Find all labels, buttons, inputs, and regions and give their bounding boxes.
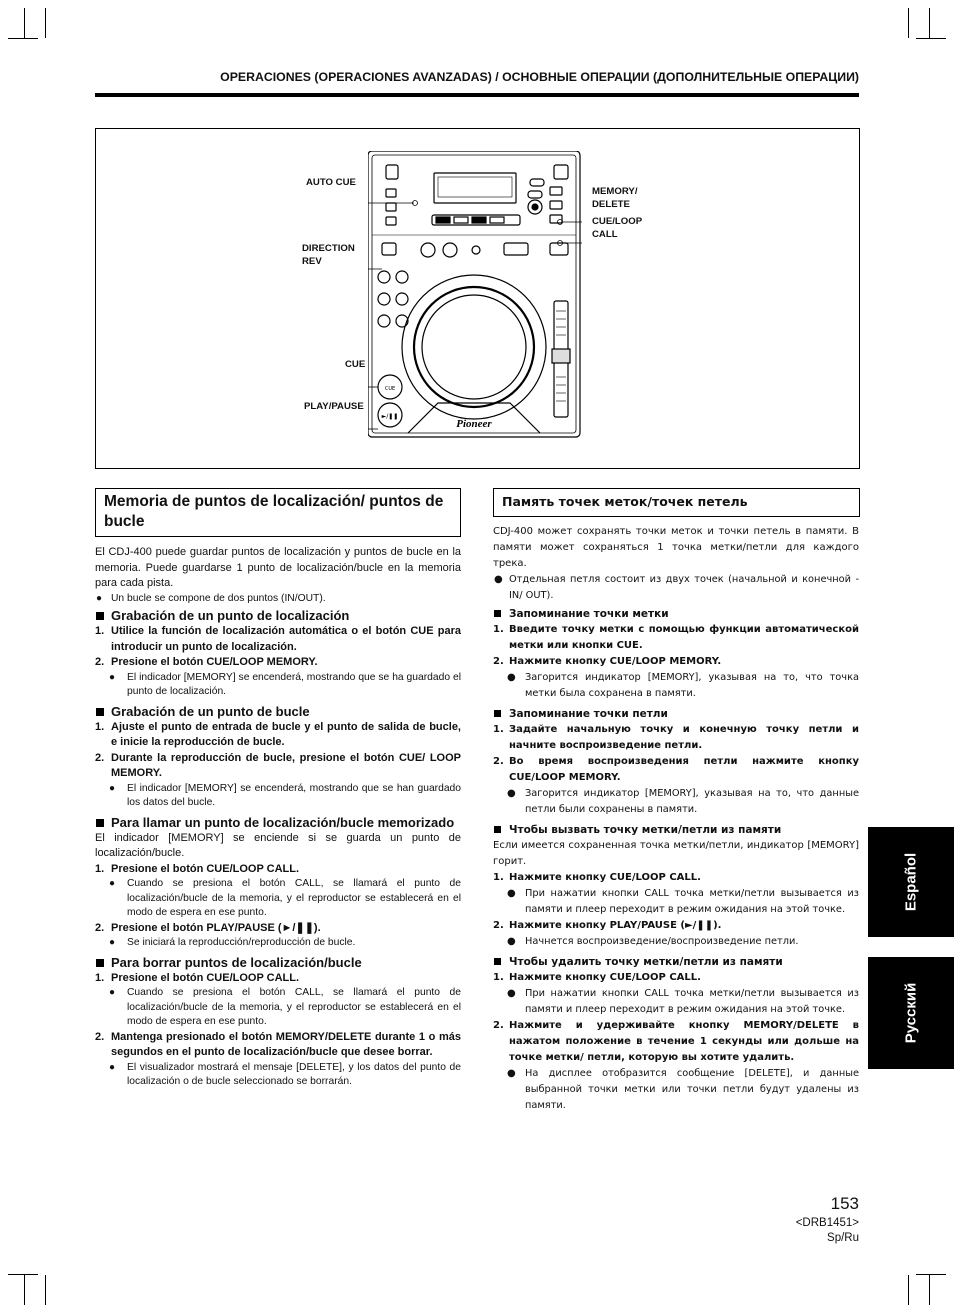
step: 2. Нажмите кнопку CUE/LOOP MEMORY. xyxy=(493,656,722,667)
bullet: ● При нажатии кнопки CALL точка метки/петли вызывается из памяти и плеер переходит в режим ожидания на этой точке. xyxy=(493,886,859,918)
bullet: ● При нажатии кнопки CALL точка метки/петли вызывается из памяти и плеер переходит в режим ожидания на этой точке. xyxy=(493,986,859,1018)
crop-mark xyxy=(8,1274,38,1275)
step: 2. Presione el botón CUE/LOOP MEMORY. xyxy=(95,656,318,668)
label-memory-delete: MEMORY/ DELETE xyxy=(592,186,638,210)
subheading: Para llamar un punto de localización/bucle memorizado xyxy=(95,815,461,831)
step: 2. Presione el botón PLAY/PAUSE (►/❚❚). xyxy=(95,921,321,934)
spanish-section-title: Memoria de puntos de localización/ puntos de bucle xyxy=(104,493,444,530)
paragraph: El indicador [MEMORY] se enciende si se guarda un punto de localización/bucle. xyxy=(95,831,461,859)
language-tab-espanol: Español xyxy=(868,827,954,937)
bullet: ● На дисплее отобразится сообщение [DELETE], и данные выбранной точки метки или точки петли будут удалены из памяти. xyxy=(493,1066,859,1114)
bullet: ● El indicador [MEMORY] se encenderá, mostrando que se ha guardado el punto de localización. xyxy=(95,671,461,700)
subheading: Запоминание точки метки xyxy=(493,606,859,622)
bullet: ● Se iniciará la reproducción/reproducción de bucle. xyxy=(95,936,461,951)
brand-logo: Pioneer xyxy=(456,418,492,430)
crop-mark xyxy=(24,8,25,38)
crop-mark xyxy=(908,8,909,38)
label-cue-loop-call: CUE/LOOP CALL xyxy=(592,216,643,240)
cdj-400-illustration xyxy=(368,151,582,439)
bullet: ● El indicador [MEMORY] se encenderá, mostrando que se han guardado los datos del bucle. xyxy=(95,782,461,811)
svg-text:►/❚❚: ►/❚❚ xyxy=(381,413,399,420)
document-code xyxy=(796,1216,859,1246)
bullet: ● Cuando se presiona el botón CALL, se llamará el punto de localización/bucle de la memoria, y el reproductor se establecerá en el modo de espera en ese punto. xyxy=(95,877,461,921)
bullet: ● Un bucle se compone de dos puntos (IN/OUT). xyxy=(95,592,461,607)
step: 1. Presione el botón CUE/LOOP CALL. xyxy=(95,971,300,984)
crop-mark xyxy=(929,1275,930,1305)
crop-mark xyxy=(916,1274,946,1275)
step: 2. Mantenga presionado el botón MEMORY/DELETE durante 1 o más segundos en el punto de localización/bucle que desee borrar. xyxy=(95,1030,461,1058)
step: 1. Нажмите кнопку CUE/LOOP CALL. xyxy=(493,972,701,983)
russian-column xyxy=(493,524,859,1114)
crop-mark xyxy=(929,8,930,38)
spanish-section-title-box xyxy=(95,488,461,537)
step: 2. Во время воспроизведения петли нажмите кнопку CUE/LOOP MEMORY. xyxy=(493,756,859,783)
language-tab-russian: Русский xyxy=(868,957,954,1069)
subheading: Grabación de un punto de bucle xyxy=(95,704,461,720)
step: 1. Utilice la función de localización automática o el botón CUE para introducir un punto de localización. xyxy=(95,625,461,653)
subheading: Grabación de un punto de localización xyxy=(95,608,461,624)
label-play-pause: PLAY/PAUSE xyxy=(304,401,364,412)
subheading: Запоминание точки петли xyxy=(493,706,859,722)
spanish-column xyxy=(95,545,461,1090)
step: 1. Ajuste el punto de entrada de bucle y el punto de salida de bucle, e inicie la reproducción de bucle. xyxy=(95,720,461,748)
step: 1. Введите точку метки с помощью функции автоматической метки или кнопки CUE. xyxy=(493,624,859,651)
label-auto-cue: AUTO CUE xyxy=(306,177,356,188)
crop-mark xyxy=(45,8,46,38)
doc-code-id: <DRB1451> xyxy=(795,1217,859,1229)
label-direction-rev: DIRECTION REV xyxy=(302,243,355,267)
paragraph: Если имеется сохраненная точка метки/петли, индикатор [MEMORY] горит. xyxy=(493,840,859,867)
step: 1. Нажмите кнопку CUE/LOOP CALL. xyxy=(493,872,701,883)
bullet: ● Отдельная петля состоит из двух точек (начальной и конечной - IN/ OUT). xyxy=(493,572,859,604)
doc-code-lang: Sp/Ru xyxy=(827,1232,859,1244)
step: 1. Presione el botón CUE/LOOP CALL. xyxy=(95,862,300,875)
russian-section-title-box xyxy=(493,488,860,517)
label-cue: CUE xyxy=(345,359,366,370)
subheading: Чтобы удалить точку метки/петли из памяти xyxy=(493,954,859,970)
bullet: ● Загорится индикатор [MEMORY], указывая на то, что точка метки была сохранена в памяти. xyxy=(493,670,859,702)
bullet: ● Начнется воспроизведение/воспроизведение петли. xyxy=(493,934,859,950)
header-rule xyxy=(95,93,859,97)
crop-mark xyxy=(8,38,38,39)
russian-section-title: Память точек меток/точек петель xyxy=(502,494,748,509)
intro-text: CDJ-400 может сохранять точки меток и точки петель в памяти. В памяти может сохраняться 1 точка метки/петли для каждого трека. xyxy=(493,526,859,569)
bullet: ● Загорится индикатор [MEMORY], указывая на то, что данные петли были сохранены в памяти. xyxy=(493,786,859,818)
svg-text:CUE: CUE xyxy=(384,386,396,392)
step: 2. Durante la reproducción de bucle, presione el botón CUE/ LOOP MEMORY. xyxy=(95,751,461,779)
subheading: Para borrar puntos de localización/bucle xyxy=(95,955,461,971)
crop-mark xyxy=(24,1275,25,1305)
step: 2. Нажмите кнопку PLAY/PAUSE (►/❚❚). xyxy=(493,920,722,931)
intro-text: El CDJ-400 puede guardar puntos de localización y puntos de bucle en la memoria. Puede guardarse 1 punto de localización/bucle en la memoria para cada pista. xyxy=(95,546,461,589)
crop-mark xyxy=(908,1275,909,1305)
bullet: ● El visualizador mostrará el mensaje [DELETE], y los datos del punto de localización o de bucle seleccionado se borrarán. xyxy=(95,1061,461,1090)
subheading: Чтобы вызвать точку метки/петли из памяти xyxy=(493,822,859,838)
crop-mark xyxy=(45,1275,46,1305)
device-figure xyxy=(95,128,860,469)
page-header-title: OPERACIONES (OPERACIONES AVANZADAS) / ОСНОВНЫЕ ОПЕРАЦИИ (ДОПОЛНИТЕЛЬНЫЕ ОПЕРАЦИИ) xyxy=(220,70,859,84)
crop-mark xyxy=(916,38,946,39)
step: 2. Нажмите и удерживайте кнопку MEMORY/DELETE в нажатом положение в течение 1 секунды или дольше на точке метки/ петли, которую вы хотите удалить. xyxy=(493,1020,859,1063)
bullet: ● Cuando se presiona el botón CALL, se llamará el punto de localización/bucle de la memoria, y el reproductor se establecerá en el modo de espera en ese punto. xyxy=(95,986,461,1030)
step: 1. Задайте начальную точку и конечную точку петли и начните воспроизведение петли. xyxy=(493,724,859,751)
page-number: 153 xyxy=(830,1194,859,1213)
